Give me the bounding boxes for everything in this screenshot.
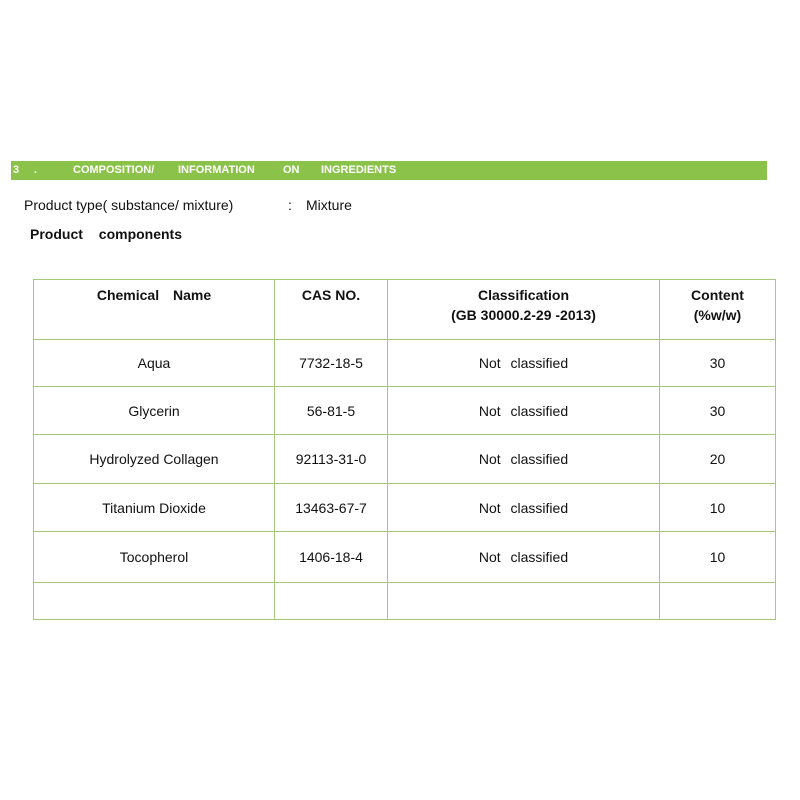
table-row bbox=[34, 340, 776, 387]
section-dot: . bbox=[34, 164, 38, 176]
cell-classification: Not classified bbox=[388, 532, 660, 583]
section-word-ingredients: INGREDIENTS bbox=[321, 164, 397, 176]
cell-classification: Not classified bbox=[388, 484, 660, 532]
section-word-on: ON bbox=[283, 164, 300, 176]
table-row bbox=[34, 435, 776, 484]
table-header-row bbox=[34, 280, 776, 340]
table-row bbox=[34, 484, 776, 532]
table-row bbox=[34, 387, 776, 435]
cell-cas-no: 1406-18-4 bbox=[275, 532, 388, 583]
cell-chemical-name: Glycerin bbox=[34, 387, 275, 435]
header-classification-standard: (GB 30000.2-29 -2013) bbox=[451, 307, 596, 323]
header-classification-title: Classification bbox=[477, 287, 570, 303]
table-row bbox=[34, 532, 776, 583]
cell-cas-no: 92113-31-0 bbox=[275, 435, 388, 484]
cell-content: 30 bbox=[660, 340, 776, 387]
cell-chemical-name: Hydrolyzed Collagen bbox=[34, 435, 275, 484]
product-components-heading: Product components bbox=[30, 226, 183, 242]
product-type-colon: : bbox=[288, 197, 292, 213]
composition-table bbox=[33, 279, 776, 620]
section-word-composition: COMPOSITION/ bbox=[73, 164, 155, 176]
cell-cas-no: 56-81-5 bbox=[275, 387, 388, 435]
cell-cas-no: 13463-67-7 bbox=[275, 484, 388, 532]
cell-content: 10 bbox=[660, 484, 776, 532]
cell-classification: Not classified bbox=[388, 340, 660, 387]
header-content bbox=[660, 280, 776, 340]
cell-classification: Not classified bbox=[388, 435, 660, 484]
cell-content bbox=[660, 583, 776, 620]
cell-chemical-name: Tocopherol bbox=[34, 532, 275, 583]
cell-content: 10 bbox=[660, 532, 776, 583]
section-number: 3 bbox=[13, 164, 20, 176]
cell-cas-no bbox=[275, 583, 388, 620]
cell-chemical-name bbox=[34, 583, 275, 620]
header-content-unit: (%w/w) bbox=[693, 307, 742, 323]
table-row-empty bbox=[34, 583, 776, 620]
header-cas-no: CAS NO. bbox=[275, 280, 388, 340]
section-word-information: INFORMATION bbox=[178, 164, 255, 176]
section-header-bar bbox=[11, 161, 767, 180]
product-type-label: Product type( substance/ mixture) bbox=[24, 197, 234, 213]
cell-cas-no: 7732-18-5 bbox=[275, 340, 388, 387]
product-type-value: Mixture bbox=[306, 197, 352, 213]
cell-content: 30 bbox=[660, 387, 776, 435]
header-content-title: Content bbox=[691, 287, 744, 303]
header-chemical-name: Chemical Name bbox=[34, 280, 275, 340]
cell-content: 20 bbox=[660, 435, 776, 484]
cell-classification: Not classified bbox=[388, 387, 660, 435]
cell-chemical-name: Titanium Dioxide bbox=[34, 484, 275, 532]
header-classification bbox=[388, 280, 660, 340]
cell-chemical-name: Aqua bbox=[34, 340, 275, 387]
cell-classification bbox=[388, 583, 660, 620]
